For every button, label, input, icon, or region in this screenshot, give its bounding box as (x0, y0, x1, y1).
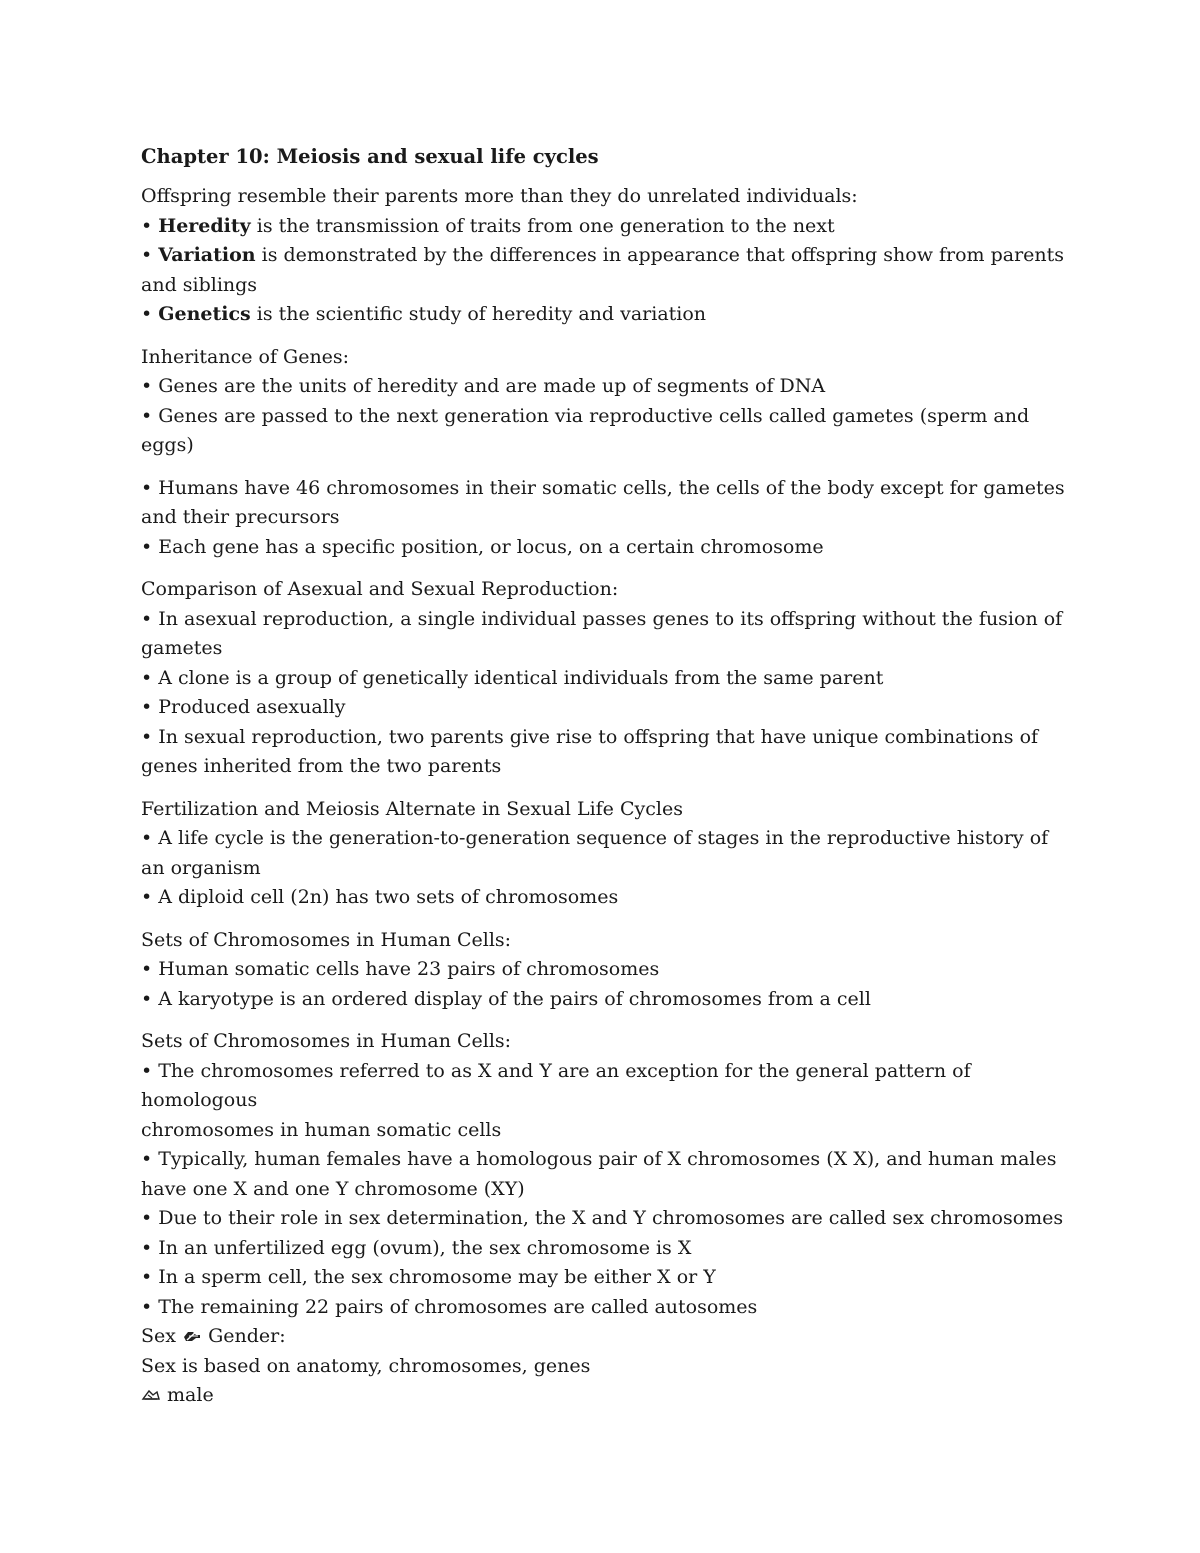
text-line: chromosomes in human somatic cells (141, 1118, 502, 1141)
bullet-item: • A diploid cell (2n) has two sets of chromosomes (141, 886, 619, 908)
bullet-item: • Typically, human females have a homologous pair of X chromosomes (X X), and human males have one X and one Y chromosome (XY) (141, 1148, 1057, 1200)
bullet-item: • Each gene has a specific position, or locus, on a certain chromosome (141, 535, 824, 558)
bullet-heredity: • Heredity is the transmission of traits from one generation to the next (141, 214, 835, 237)
gender-text: Gender: (202, 1325, 286, 1347)
bullet-item: • The remaining 22 pairs of chromosomes are called autosomes (141, 1295, 758, 1318)
bullet-genetics-text: is the scientific study of heredity and variation (250, 303, 707, 325)
term-variation: Variation (158, 244, 256, 266)
section-life-cycles (141, 795, 1071, 913)
bullet-genetics: • Genetics is the scientific study of heredity and variation (141, 303, 707, 325)
chapter-title: Chapter 10: Meiosis and sexual life cycles (141, 145, 599, 168)
section-heading: Fertilization and Meiosis Alternate in Sexual Life Cycles (141, 797, 683, 820)
bullet-item: • Genes are the units of heredity and are made up of segments of DNA (141, 375, 826, 397)
bullet-variation: • Variation is demonstrated by the differences in appearance that offspring show from parents and siblings (141, 244, 1065, 296)
term-genetics: Genetics (158, 303, 251, 325)
bullet-item: • In an unfertilized egg (ovum), the sex chromosome is X (141, 1236, 692, 1259)
bullet-item: • Due to their role in sex determination, the X and Y chromosomes are called sex chromosomes (141, 1207, 1064, 1229)
intro-line: Offspring resemble their parents more than they do unrelated individuals: (141, 185, 858, 207)
section-reproduction (141, 575, 1071, 782)
bullet-item: • In sexual reproduction, two parents give rise to offspring that have unique combinations of genes inherited from the two parents (141, 725, 1039, 777)
text-line: Sex is based on anatomy, chromosomes, genes (141, 1354, 591, 1377)
bullet-heredity-text: is the transmission of traits from one generation to the next (250, 214, 835, 237)
bullet-item: • Genes are passed to the next generation via reproductive cells called gametes (sperm and eggs) (141, 404, 1030, 456)
bullet-item: • A life cycle is the generation-to-generation sequence of stages in the reproductive history of an organism (141, 827, 1049, 879)
section-heredity (141, 182, 1071, 330)
section-human-cells-1 (141, 926, 1071, 1015)
male-text: male (161, 1384, 214, 1406)
not-equal-glyph-icon (182, 1328, 202, 1344)
term-heredity: Heredity (158, 214, 251, 237)
bullet-item: • Produced asexually (141, 696, 346, 718)
bullet-item: • Humans have 46 chromosomes in their somatic cells, the cells of the body except for gametes and their precursors (141, 476, 1065, 528)
bullet-variation-text: is demonstrated by the differences in appearance that offspring show from parents and siblings (141, 244, 1065, 296)
section-heading: Sets of Chromosomes in Human Cells: (141, 1030, 512, 1052)
bullet-item: • In asexual reproduction, a single individual passes genes to its offspring without the fusion of gametes (141, 607, 1063, 659)
bullet-item: • In a sperm cell, the sex chromosome may be either X or Y (141, 1266, 716, 1288)
bullet-item: • The chromosomes referred to as X and Y are an exception for the general pattern of homologous (141, 1059, 971, 1111)
section-heading: Comparison of Asexual and Sexual Reproduction: (141, 578, 619, 600)
arrow-glyph-icon (141, 1387, 161, 1403)
section-chromosomes (141, 474, 1071, 563)
section-human-cells-2 (141, 1027, 1071, 1411)
sex-word: Sex (141, 1325, 176, 1347)
section-heading: Inheritance of Genes: (141, 345, 350, 368)
section-inheritance (141, 343, 1071, 461)
sex-gender-line (141, 1322, 1071, 1352)
bullet-item: • A clone is a group of genetically identical individuals from the same parent (141, 666, 884, 689)
section-heading: Sets of Chromosomes in Human Cells: (141, 928, 512, 951)
bullet-item: • A karyotype is an ordered display of the pairs of chromosomes from a cell (141, 987, 871, 1010)
male-line (141, 1381, 1071, 1411)
document-page (141, 140, 1071, 1411)
bullet-item: • Human somatic cells have 23 pairs of chromosomes (141, 958, 660, 980)
